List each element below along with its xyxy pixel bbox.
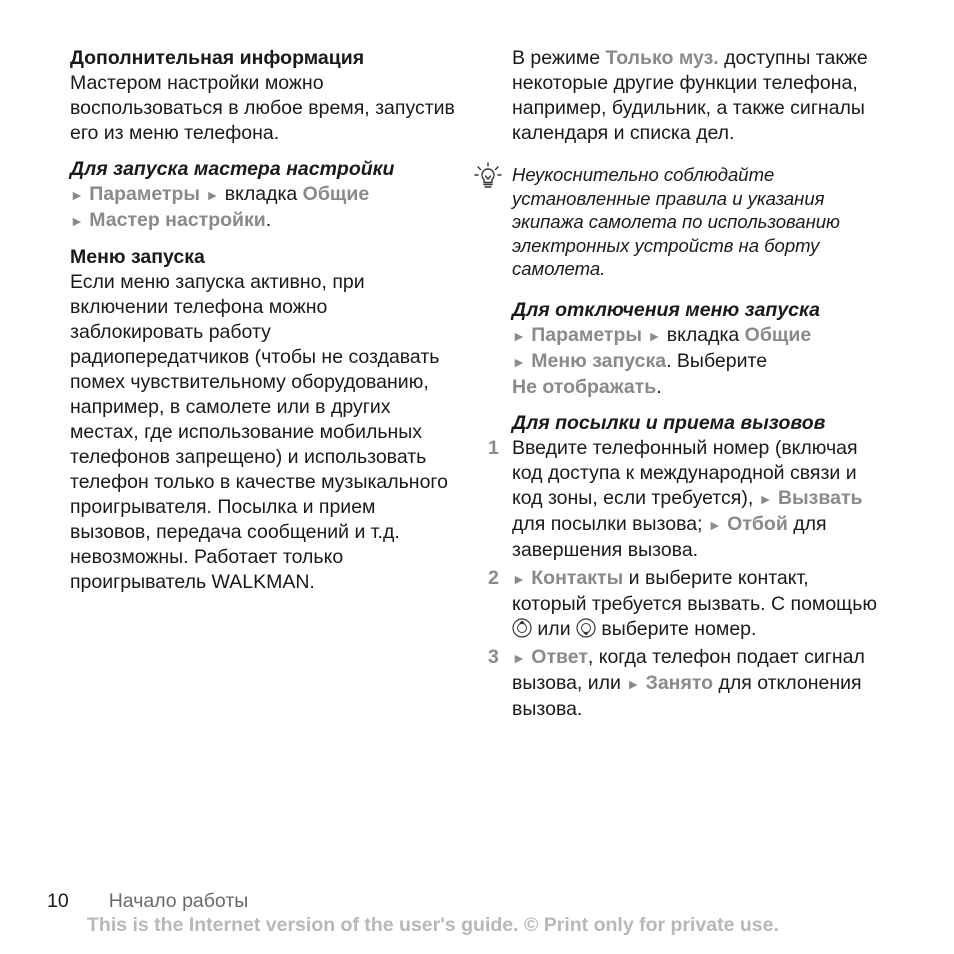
arrow-icon: ► xyxy=(626,675,641,692)
calls-heading: Для посылки и приема вызовов xyxy=(512,411,826,434)
wizard-instructions: ► Параметры ► вкладка Общие ► Мастер настройки. xyxy=(70,183,370,231)
menu-general: Общие xyxy=(744,323,812,346)
music-mode-text: В режиме Только муз. доступны также некоторые другие функции телефона, например, будильник, а также сигналы календаря и списка дел. xyxy=(512,47,868,144)
menu-music-only: Только муз. xyxy=(605,47,719,69)
right-column xyxy=(488,46,887,722)
wizard-heading: Для запуска мастера настройки xyxy=(70,158,395,180)
option-dont-show: Не отображать xyxy=(512,375,657,398)
startup-text: Если меню запуска активно, при включении телефона можно заблокировать работу радиопередатчиков (чтобы не создавать помех чувствительному оборудованию, например, в самолете или в других местах, где использование мобильных телефонов запрещено) и использовать телефон только в качестве музыкального проигрывателя. Посылка и прием вызовов, передача сообщений и т.д. невозможны. Работает только проигрыватель WALKMAN. xyxy=(70,271,448,593)
step-2: 2 ► Контакты и выберите контакт, который требуется вызвать. С помощью или выберите номер. xyxy=(488,566,877,640)
menu-setup-wizard: Мастер настройки xyxy=(89,209,266,231)
nav-key-down-icon xyxy=(576,618,596,638)
arrow-icon: ► xyxy=(70,187,84,203)
arrow-icon: ► xyxy=(647,327,662,344)
arrow-icon: ► xyxy=(512,570,526,587)
softkey-answer: Ответ xyxy=(531,645,588,668)
disable-heading: Для отключения меню запуска xyxy=(512,298,820,321)
disable-instructions: ► Параметры ► вкладка Общие ► Меню запуска. Выберите Не отображать. xyxy=(512,323,812,398)
lightbulb-icon xyxy=(474,162,502,190)
menu-contacts: Контакты xyxy=(531,566,624,589)
arrow-icon: ► xyxy=(205,187,220,203)
info-heading: Дополнительная информация xyxy=(70,47,365,69)
page-number: 10 xyxy=(47,890,69,912)
arrow-icon: ► xyxy=(70,213,84,229)
nav-key-up-icon xyxy=(512,618,532,638)
step-number: 1 xyxy=(488,436,499,459)
softkey-busy: Занято xyxy=(645,671,714,694)
softkey-end-call: Отбой xyxy=(727,512,788,535)
step-3: 3 ► Ответ, когда телефон подает сигнал вызова, или ► Занято для отклонения вызова. xyxy=(488,645,865,720)
softkey-call: Вызвать xyxy=(777,486,863,509)
step-1: 1 Введите телефонный номер (включая код доступа к международной связи и код зоны, если требуется), ► Вызвать для посылки вызова; ► Отбой для завершения вызова. xyxy=(488,436,863,561)
menu-settings: Параметры xyxy=(89,183,201,205)
page-footer xyxy=(47,890,248,913)
arrow-icon: ► xyxy=(707,516,722,533)
arrow-icon: ► xyxy=(512,353,526,370)
menu-settings: Параметры xyxy=(531,323,643,346)
arrow-icon: ► xyxy=(758,490,773,507)
startup-heading: Меню запуска xyxy=(70,246,205,268)
tip-text: Неукоснительно соблюдайте установленные правила и указания экипажа самолета по использованию электронных устройств на борту самолета. xyxy=(512,164,840,279)
menu-general: Общие xyxy=(302,183,370,205)
menu-startup: Меню запуска xyxy=(531,349,667,372)
disclaimer: This is the Internet version of the user's guide. © Print only for private use. xyxy=(87,914,779,936)
section-name: Начало работы xyxy=(108,890,249,912)
step-number: 2 xyxy=(488,566,499,589)
tip-note xyxy=(512,163,887,281)
info-text: Мастером настройки можно воспользоваться в любое время, запустив его из меню телефона. xyxy=(70,72,455,144)
steps-list xyxy=(488,436,887,722)
arrow-icon: ► xyxy=(512,649,526,666)
left-column xyxy=(70,46,455,595)
step-number: 3 xyxy=(488,645,499,668)
arrow-icon: ► xyxy=(512,327,526,344)
